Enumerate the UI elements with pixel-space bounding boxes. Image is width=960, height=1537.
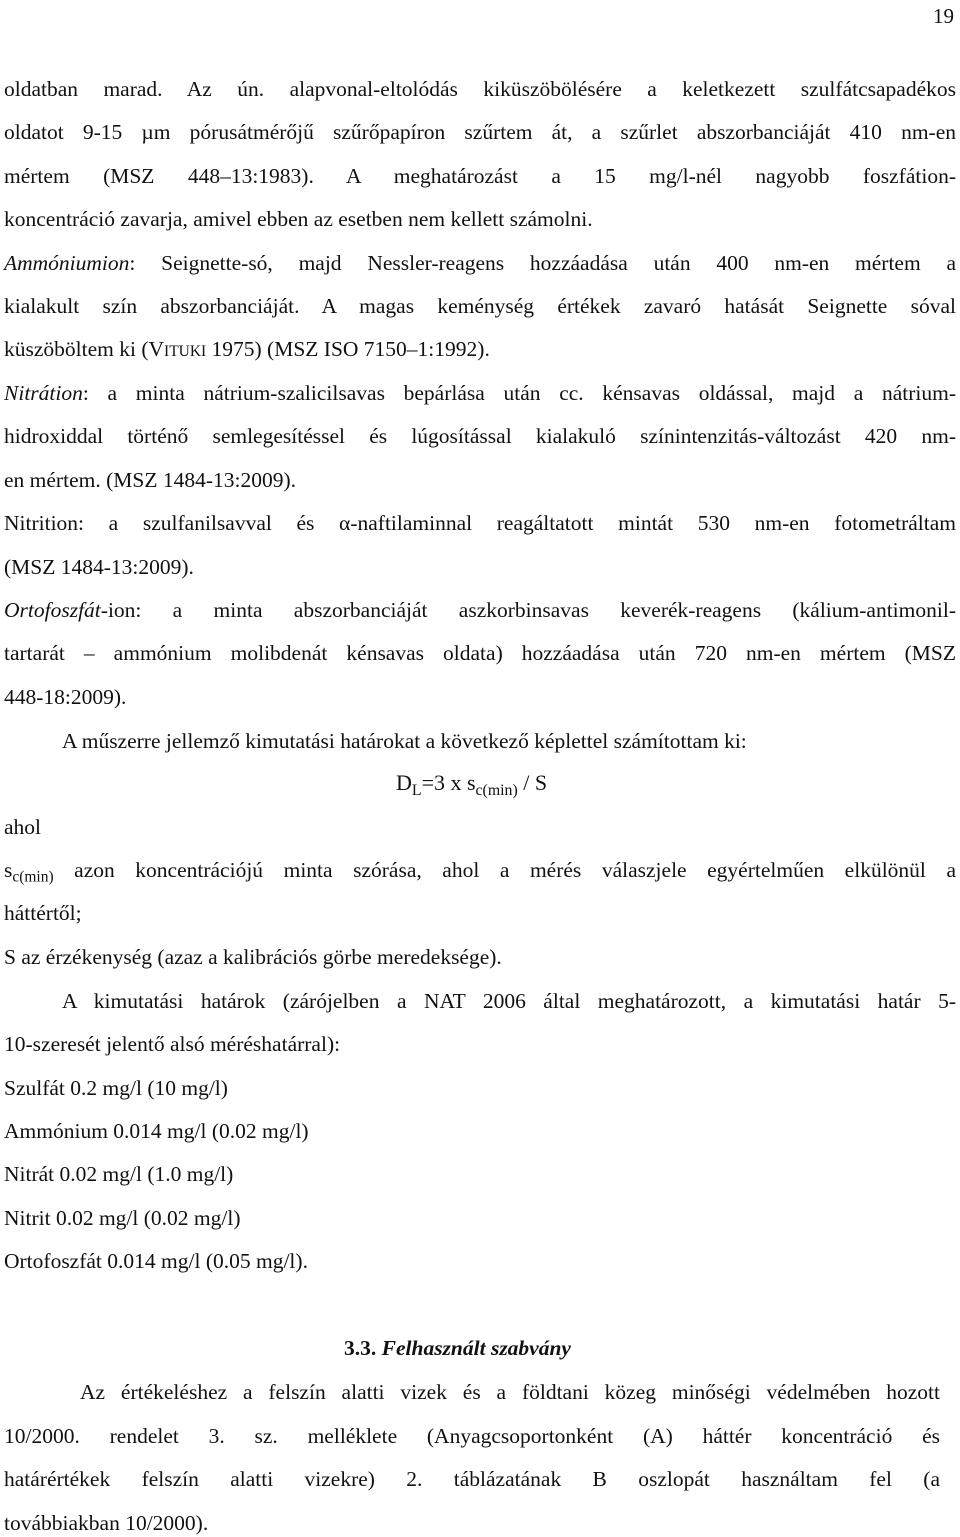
nitrate-line-1: Nitrátion: a minta nátrium-szalicilsavas bepárlása után cc. kénsavas oldással, majd a nátrium-: [4, 381, 956, 405]
p1-line-4: koncentráció zavarja, amivel ebben az esetben nem kellett számolni.: [4, 207, 593, 231]
limit-orthophosphate: Ortofoszfát 0.014 mg/l (0.05 mg/l).: [4, 1249, 308, 1273]
ammonium-line-2: kialakult szín abszorbanciáját. A magas keménység értékek zavaró hatását Seignette sóval: [4, 294, 956, 318]
ammonium-term: Ammóniumion: [4, 251, 130, 275]
orthophosphate-line-3: 448-18:2009).: [4, 685, 127, 709]
detection-limit-formula: $D_L=3$ x $s_{c(min)}$ / S: [396, 770, 548, 799]
page-number: 19: [933, 4, 954, 28]
nitrate-term: Nitrátion: [4, 381, 83, 405]
p1-line-1: oldatban marad. Az ún. alapvonal-eltolódás kiküszöbölésére a keletkezett szulfátcsapadékos: [4, 77, 956, 101]
p1-line-2: oldatot 9-15 µm pórusátmérőjű szűrőpapíron szűrtem át, a szűrlet abszorbanciáját 410 nm-en: [4, 120, 956, 144]
limit-sulfate: Szulfát 0.2 mg/l (10 mg/l): [4, 1076, 228, 1100]
orthophosphate-line-1: Ortofoszfát-ion: a minta abszorbanciáját aszkorbinsavas keverék-reagens (kálium-antimonil-: [4, 598, 956, 622]
standard-line-2: 10/2000. rendelet 3. sz. melléklete (Anyagcsoportonként (A) háttér koncentráció és: [4, 1424, 940, 1448]
nitrite-line-2: (MSZ 1484-13:2009).: [4, 555, 194, 579]
ammonium-line-3: küszöböltem ki (VITUKI 1975) (MSZ ISO 7150–1:1992).: [4, 337, 490, 361]
nitrate-line-3: en mértem. (MSZ 1484-13:2009).: [4, 468, 296, 492]
standard-line-4: továbbiakban 10/2000).: [4, 1511, 209, 1535]
definition-s-line-2: háttértől;: [4, 901, 82, 925]
section-number: 3.3.: [344, 1336, 377, 1360]
orthophosphate-line-2: tartarát – ammónium molibdenát kénsavas oldata) hozzáadása után 720 nm-en mértem (MSZ: [4, 641, 956, 665]
section-heading: [344, 1336, 571, 1361]
limits-intro-line-1: A kimutatási határok (zárójelben a NAT 2006 által meghatározott, a kimutatási határ 5-: [62, 989, 956, 1013]
ahol-label: ahol: [4, 815, 42, 839]
p1-line-3: mértem (MSZ 448–13:1983). A meghatározást a 15 mg/l-nél nagyobb foszfátion-: [4, 164, 956, 188]
ammonium-line-1: Ammóniumion: Seignette-só, majd Nessler-reagens hozzáadása után 400 nm-en mértem a: [4, 251, 956, 275]
limit-ammonium: Ammónium 0.014 mg/l (0.02 mg/l): [4, 1119, 309, 1143]
limit-nitrate: Nitrát 0.02 mg/l (1.0 mg/l): [4, 1162, 234, 1186]
small-caps-vituki: ITUKI: [164, 343, 207, 360]
standard-line-1: Az értékeléshez a felszín alatti vizek és a földtani közeg minőségi védelmében hozott: [80, 1380, 940, 1404]
orthophosphate-term: Ortofoszfát: [4, 598, 101, 622]
limit-nitrite: Nitrit 0.02 mg/l (0.02 mg/l): [4, 1206, 241, 1230]
definition-s-line-1: $s_{c(min)}$ azon koncentrációjú minta szórása, ahol a mérés válaszjele egyértelműen elkülönül a: [4, 858, 956, 886]
nitrate-line-2: hidroxiddal történő semlegesítéssel és lúgosítással kialakuló színintenzitás-változást 420 nm-: [4, 424, 956, 448]
nitrite-line-1: Nitrition: a szulfanilsavval és α-naftilaminnal reagáltatott mintát 530 nm-en fotometráltam: [4, 511, 956, 535]
formula-intro: A műszerre jellemző kimutatási határokat a következő képlettel számítottam ki:: [62, 729, 747, 753]
limits-intro-line-2: 10-szeresét jelentő alsó méréshatárral):: [4, 1032, 341, 1056]
standard-line-3: határértékek felszín alatti vizekre) 2. táblázatának B oszlopát használtam fel (a: [4, 1467, 940, 1491]
section-title: Felhasznált szabvány: [381, 1336, 571, 1360]
definition-sensitivity: S az érzékenység (azaz a kalibrációs görbe meredeksége).: [4, 945, 502, 969]
